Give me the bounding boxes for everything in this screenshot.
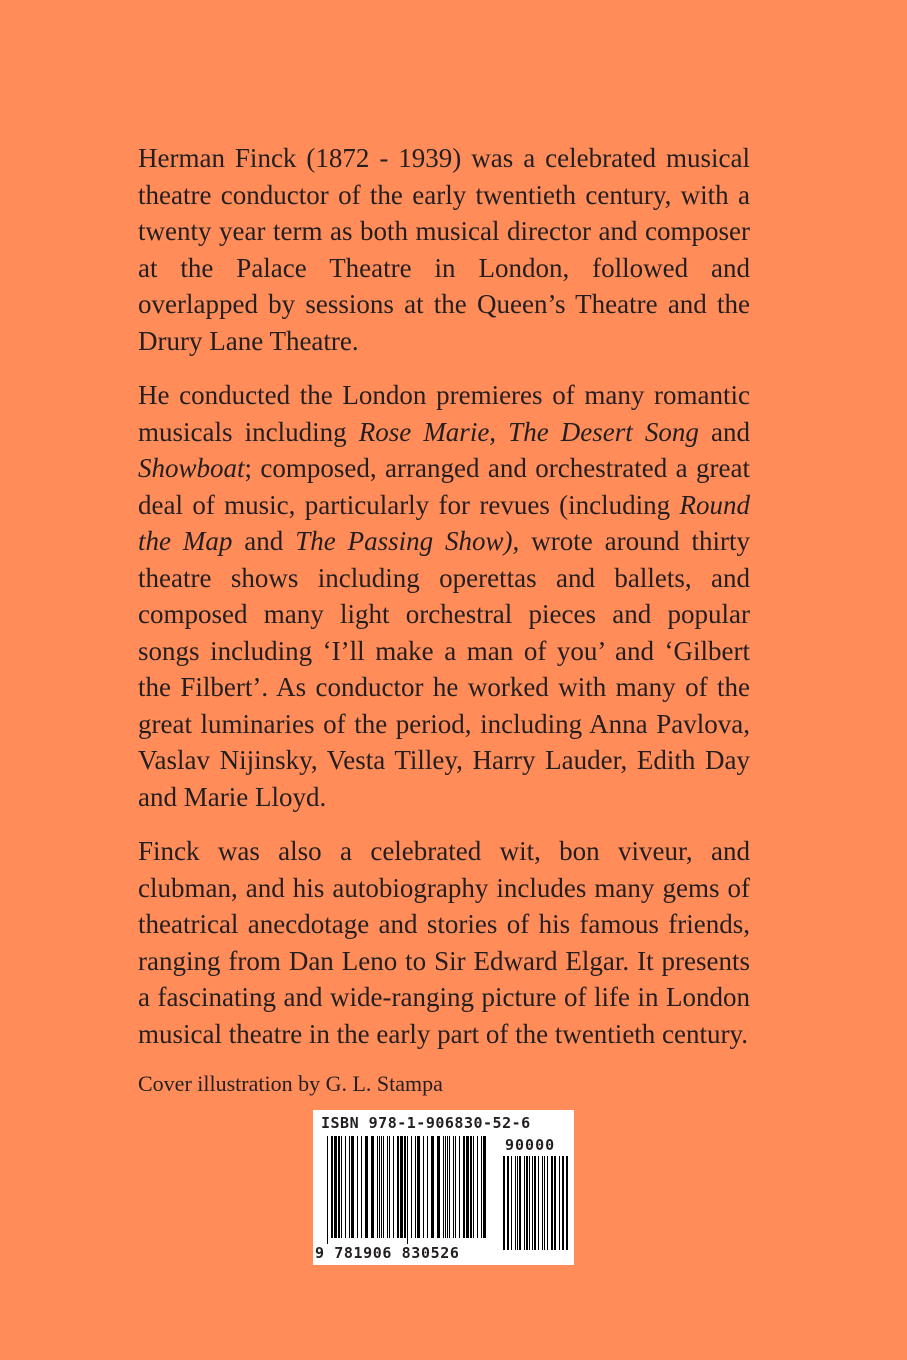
barcode-bar [349,1136,350,1238]
barcode-bar [542,1156,543,1250]
barcode-bar [562,1156,564,1250]
barcode-bar [449,1136,450,1238]
barcode-bar [351,1136,354,1238]
barcode-bar [529,1156,530,1250]
barcode-bar [473,1136,474,1238]
barcode-bar [554,1156,556,1250]
cover-illustration-credit: Cover illustration by G. L. Stampa [138,1071,443,1096]
barcode-bar [417,1136,420,1238]
blurb-paragraph-2 [138,377,750,815]
barcode-bar [443,1136,444,1238]
barcode-bar [365,1136,368,1238]
para2-text-4: and [232,526,296,556]
barcode-bar [331,1136,333,1238]
barcode-bar [393,1136,394,1238]
barcode-bar [379,1136,380,1238]
barcode-bar [519,1156,521,1250]
barcode-bar [459,1136,460,1238]
barcode-bar [437,1136,440,1238]
barcode-bar [481,1136,482,1238]
price-code: 90000 [505,1136,556,1154]
title-round-the-map: Round the Map [138,489,750,556]
barcode-bar [338,1136,340,1238]
barcode-bar [371,1136,374,1238]
barcode-bar [345,1136,346,1238]
para2-text-1: He conducted the London premieres of many romantic musicals including [138,380,750,447]
barcode-bar [524,1156,525,1250]
barcode-bar [517,1156,518,1250]
barcode-bar [503,1156,505,1250]
barcode-bar [423,1136,424,1238]
ean-digits: 9 781906 830526 [315,1244,460,1262]
blurb-paragraph-3: Finck was also a celebrated wit, bon viveur, and clubman, and his autobiography includes many gems of theatrical anecdotage and stories of his famous friends, ranging from Dan Leno to Sir Edward Elgar. It presents a fascinating and wide-ranging picture of life in London musical theatre in the early part of the twentieth century. [138,836,750,1049]
barcode-bar [361,1136,362,1238]
barcode-bar [377,1136,378,1238]
barcode-bar [411,1136,412,1238]
barcode-bar [559,1156,560,1250]
barcode-bar [466,1136,469,1238]
para2-text-3: ; composed, arranged and orchestrated a great deal of music, particularly for revues (including [138,453,750,520]
barcode-bar [463,1136,465,1238]
barcode-bar [327,1136,328,1244]
barcode-bar [455,1136,456,1238]
barcode-bar [431,1136,434,1238]
barcode-bar [507,1156,509,1250]
barcode-bar [515,1156,516,1250]
barcode-bar [477,1136,478,1238]
barcode-bar [547,1156,548,1250]
barcode-bar [334,1136,337,1238]
barcode-bar [341,1136,342,1238]
barcode-bar [427,1136,428,1238]
barcode-bar [566,1156,568,1250]
barcode-bar [381,1136,382,1238]
back-cover-blurb [138,140,750,1098]
barcode-bar [470,1136,472,1238]
para2-text-5: wrote around thirty theatre shows including operettas and ballets, and composed many light orchestral pieces and popular songs including ‘I’ll make a man of you’ and ‘Gilbert the Filbert’. As conductor he worked with many of the great luminaries of the period, including Anna Pavlova, Vaslav Nijinsky, Vesta Tilley, Harry Lauder, Edith Day and Marie Lloyd. [138,526,750,812]
barcode-bar [532,1156,533,1250]
barcode-bar [357,1136,358,1238]
barcode-bar [447,1136,448,1238]
barcode-bars [313,1110,574,1265]
title-showboat: Showboat [138,453,245,483]
barcode-bar [445,1136,446,1238]
barcode-bar [511,1156,512,1250]
para2-text-2: and [698,416,751,447]
barcode-bar [538,1156,539,1250]
barcode-bar [453,1136,454,1238]
barcode-bar [534,1156,536,1250]
barcode-bar [483,1136,486,1238]
barcode-bar [407,1136,408,1244]
barcode-bar [551,1156,553,1250]
isbn-label: ISBN 978-1-906830-52-6 [321,1114,531,1132]
barcode-bar [387,1136,388,1238]
barcode-bar [383,1136,384,1238]
isbn-barcode [313,1110,574,1265]
barcode-bar [526,1156,528,1250]
barcode-bar [397,1136,399,1238]
barcode-bar [400,1136,403,1238]
barcode-bar [404,1136,406,1238]
blurb-paragraph-1: Herman Finck (1872 - 1939) was a celebrated musical theatre conductor of the early twentieth century, with a twenty year term as both musical director and composer at the Palace Theatre in London, followed and overlapped by sessions at the Queen’s Theatre and the Drury Lane Theatre. [138,143,750,356]
title-passing-show: The Passing Show), [295,526,520,556]
barcode-bar [415,1136,416,1238]
barcode-bar [389,1136,390,1238]
barcode-bar [544,1156,545,1250]
title-rose-marie-desert-song: Rose Marie, The Desert Song [358,416,699,447]
